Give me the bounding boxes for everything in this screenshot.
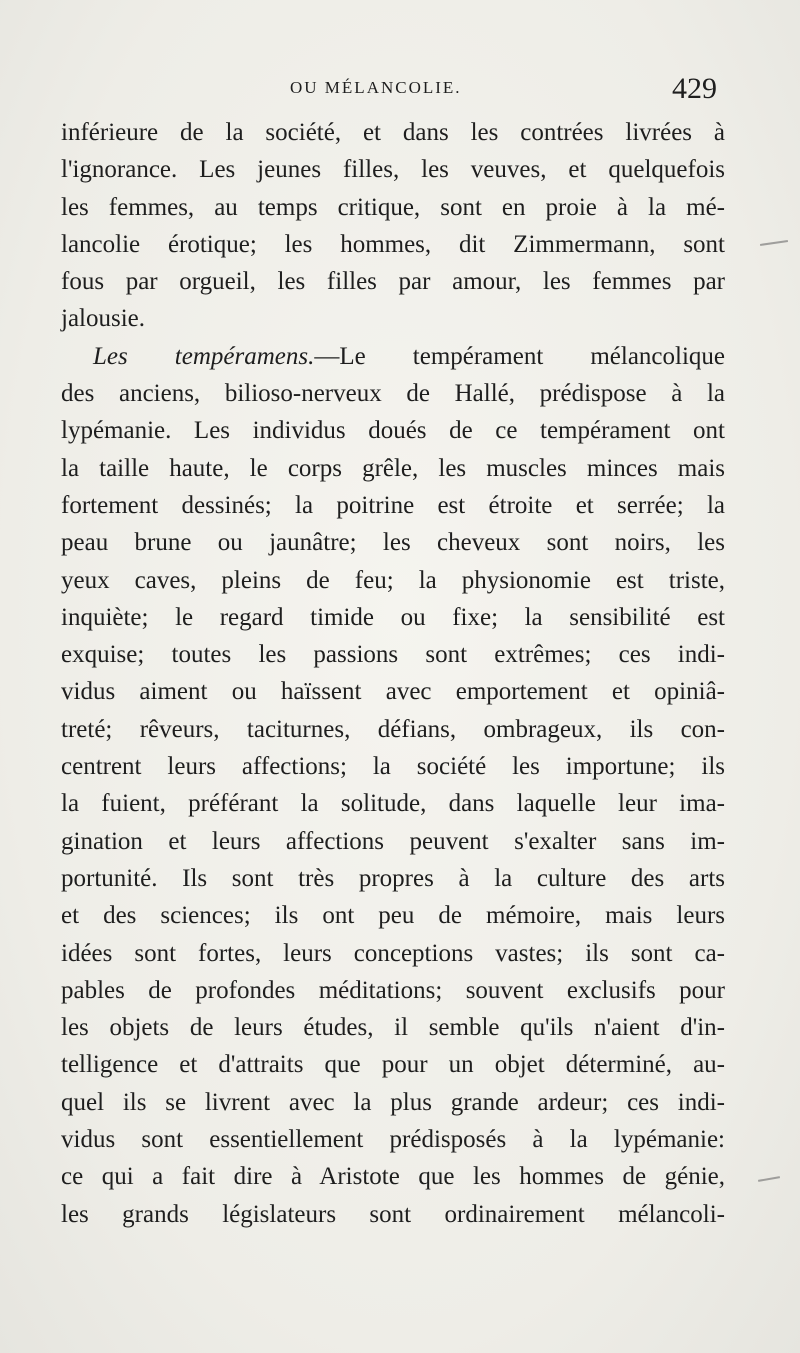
text-line-23: idées sont fortes, leurs conceptions vastes; ils sont ca- [61,939,725,967]
text-line-2: l'ignorance. Les jeunes filles, les veuves, et quelquefois [61,156,725,184]
text-line-24: pables de profondes méditations; souvent exclusifs pour [61,976,725,1004]
text-line-18: centrent leurs affections; la société les importune; ils [61,753,725,781]
margin-mark-bottom [758,1176,780,1182]
text-line-10: la taille haute, le corps grêle, les muscles minces mais [61,454,725,482]
text-block [61,114,725,1233]
text-line-26: telligence et d'attraits que pour un objet déterminé, au- [61,1051,725,1079]
text-line-20: gination et leurs affections peuvent s'exalter sans im- [61,827,725,855]
text-line-3: les femmes, au temps critique, sont en proie à la mé- [61,193,725,221]
text-line-7-rest: —Le tempérament mélancolique [314,342,725,370]
text-line-30: les grands législateurs sont ordinairement mélancoli- [61,1200,725,1228]
page-number: 429 [672,72,717,105]
text-line-4: lancolie érotique; les hommes, dit Zimmermann, sont [61,230,725,258]
running-head: OU MÉLANCOLIE. [290,78,462,97]
text-line-28: vidus sont essentiellement prédisposés à la lypémanie: [61,1126,725,1154]
text-line-14: inquiète; le regard timide ou fixe; la sensibilité est [61,603,725,631]
margin-mark-top [760,240,788,246]
text-line-17: treté; rêveurs, taciturnes, défians, ombrageux, ils con- [61,715,725,743]
section-heading: Les tempéramens. [93,342,315,370]
text-line-19: la fuient, préférant la solitude, dans laquelle leur ima- [61,790,725,818]
text-line-8: des anciens, bilioso-nerveux de Hallé, prédispose à la [61,380,725,408]
text-line-16: vidus aiment ou haïssent avec emportement et opiniâ- [61,678,725,706]
text-line-29: ce qui a fait dire à Aristote que les hommes de génie, [61,1163,725,1191]
text-line-9: lypémanie. Les individus doués de ce tempérament ont [61,417,725,445]
text-line-1: inférieure de la société, et dans les contrées livrées à [61,119,725,146]
text-line-11: fortement dessinés; la poitrine est étroite et serrée; la [61,491,725,519]
text-line-5: fous par orgueil, les filles par amour, les femmes par [61,268,725,296]
text-line-21: portunité. Ils sont très propres à la culture des arts [61,864,725,892]
text-line-13: yeux caves, pleins de feu; la physionomie est triste, [61,566,725,594]
text-line-27: quel ils se livrent avec la plus grande ardeur; ces indi- [61,1088,725,1116]
text-line-6: jalousie. [61,305,146,333]
text-line-22: et des sciences; ils ont peu de mémoire, mais leurs [61,902,725,930]
text-line-15: exquise; toutes les passions sont extrêmes; ces indi- [61,641,725,669]
text-line-25: les objets de leurs études, il semble qu'ils n'aient d'in- [61,1014,725,1042]
text-line-12: peau brune ou jaunâtre; les cheveux sont noirs, les [61,529,725,557]
text-line-7 [61,338,725,375]
